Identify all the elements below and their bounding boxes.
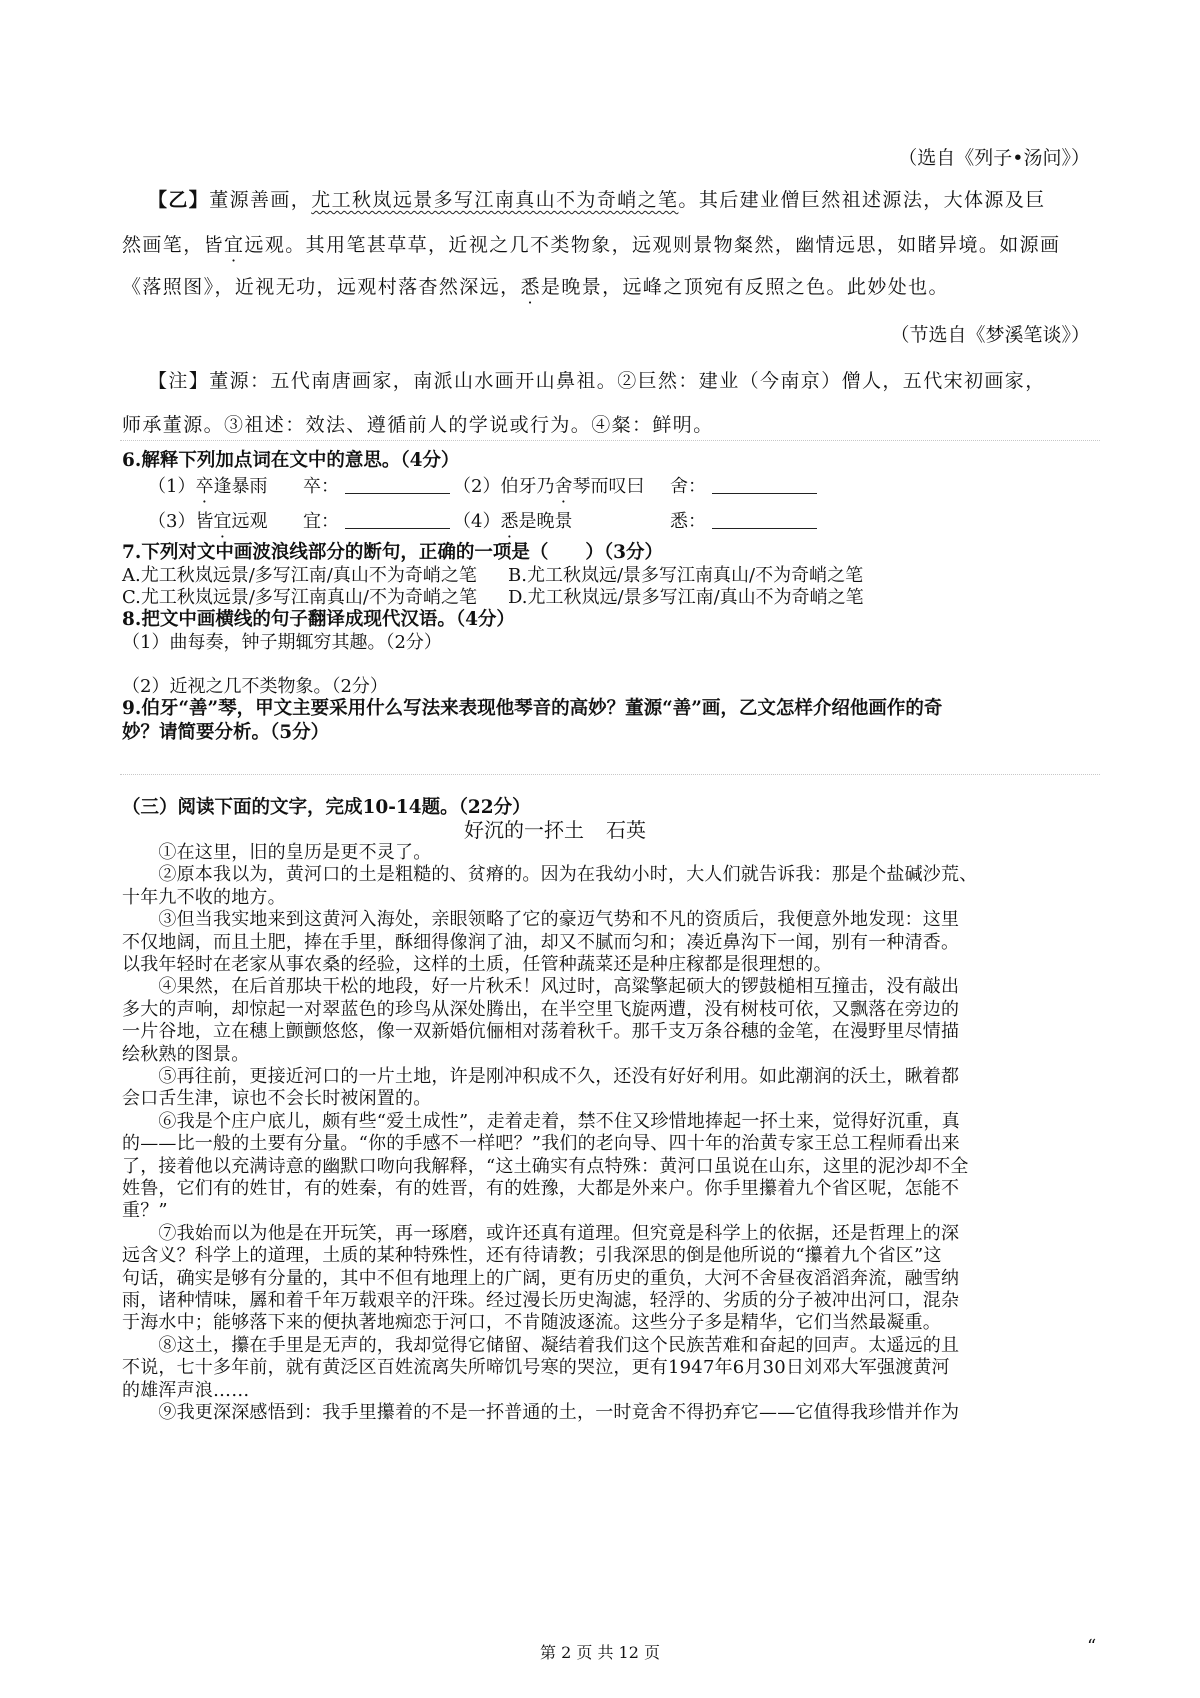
- dotted-separator: [120, 440, 1100, 441]
- yi-l3-b: 是晚景，远峰之顶宛有反照之色。此妙处也。: [540, 276, 949, 298]
- question-7-title: 7.下列对文中画波浪线部分的断句，正确的一项是（ ）（3分）: [122, 542, 663, 563]
- passage-line: 重？”: [122, 1200, 168, 1222]
- q6-i3-num: （3）皆: [148, 511, 214, 532]
- q6-i1-text: 逢暴雨: [213, 476, 268, 497]
- q7-option-a[interactable]: A.尤工秋岚远景/多写江南/真山不为奇峭之笔: [122, 565, 477, 586]
- q6-i3-text: 远观: [231, 511, 268, 532]
- passage-line: 多大的声响，却惊起一对翠蓝色的珍鸟从深处腾出，在半空里飞旋两遭，没有树枝可依，又飘落在旁边的: [122, 998, 960, 1020]
- yi-l2-b: 远观。: [244, 234, 306, 256]
- wavy-underlined-sentence: 尤工秋岚远景多写江南真山不为奇峭之笔: [311, 189, 679, 211]
- passage-line: ⑦我始而以为他是在开玩笑，再一琢磨，或许还真有道理。但究竟是科学上的依据，还是哲理上的深: [122, 1222, 960, 1244]
- corner-quote-mark: “: [1087, 1636, 1097, 1657]
- q6-item-2: [453, 472, 644, 498]
- passage-yi-label: 【乙】: [148, 189, 210, 211]
- q6-i4-text: 是晚景: [518, 511, 573, 532]
- dotted-word-yi: 宜: [213, 511, 232, 532]
- source-liezi: （选自《列子•汤问》）: [898, 147, 1090, 169]
- passage-line: 远含义？科学上的道理，土质的某种特殊性，还有待请教；引我深思的倒是他所说的“攥着九个省区”这: [122, 1245, 942, 1267]
- q8-sentence-1: （1）曲每奏，钟子期辄穷其趣。（2分）: [122, 632, 442, 653]
- yi-l1-a: 董源善画，: [209, 189, 312, 211]
- passage-line: ①在这里，旧的皇历是更不灵了。: [122, 842, 432, 863]
- section-3-heading: （三）阅读下面的文字，完成10-14题。（22分）: [122, 797, 531, 818]
- yi-l1-b: 。其后建业僧巨然祖述源法，大体源及巨: [678, 189, 1046, 211]
- q6-i2-num: （2）伯牙乃: [453, 476, 555, 497]
- q6-i1-num: （1）: [148, 476, 196, 497]
- yi-l2-a: 然画笔，皆: [122, 234, 225, 256]
- source-mengxi: （节选自《梦溪笔谈》）: [890, 324, 1090, 346]
- answer-blank[interactable]: [345, 510, 450, 529]
- q7-option-c[interactable]: C.尤工秋岚远景/多写江南真山/不为奇峭之笔: [122, 587, 477, 608]
- passage-line: 绘秋熟的图景。: [122, 1043, 250, 1065]
- q6-item-3-answer: [303, 507, 450, 533]
- page-footer: 第 2 页 共 12 页: [540, 1643, 660, 1662]
- dotted-word-xi: 悉: [500, 511, 519, 532]
- answer-blank[interactable]: [345, 475, 450, 494]
- answer-blank[interactable]: [712, 475, 817, 494]
- yi-l2-c: ，远观则景物粲然，幽情远思，如睹异境。如源画: [611, 234, 1061, 256]
- dotted-word-xi: 悉: [520, 276, 541, 298]
- passage-line: 了，接着他以充满诗意的幽默口吻向我解释，“这土确实有点特殊：黄河口虽说在山东，这里的泥沙却不全: [122, 1155, 969, 1177]
- q6-i4-key: 悉：: [670, 511, 706, 532]
- q6-item-1-answer: [303, 472, 450, 498]
- q6-item-4-answer: [670, 507, 817, 533]
- question-9-line-2: 妙？请简要分析。（5分）: [122, 722, 330, 743]
- q6-item-3: [148, 507, 267, 533]
- passage-line: 的雄浑声浪……: [122, 1379, 250, 1401]
- passage-line: 不仅地阔，而且土肥，捧在手里，酥细得像润了油，却又不腻而匀和；凑近鼻沟下一闻，别有一种清香。: [122, 931, 960, 953]
- passage-line: 于海水中；能够落下来的便执著地痴恋于河口，不肯随波逐流。这些分子多是精华，它们当然最凝重。: [122, 1312, 941, 1334]
- dotted-word-she: 舍: [554, 476, 573, 497]
- passage-line: 句话，确实是够有分量的，其中不但有地理上的广阔，更有历史的重负，大河不舍昼夜滔滔奔流，融雪纳: [122, 1267, 960, 1289]
- q6-item-2-answer: [670, 472, 817, 498]
- passage-line: ⑥我是个庄户底儿，颇有些“爱土成性”，走着走着，禁不住又珍惜地捧起一抔土来，觉得好沉重，真: [122, 1110, 960, 1132]
- dotted-word-zu: 卒: [195, 476, 214, 497]
- passage-yi-line-1: [148, 185, 1046, 212]
- q6-item-1: [148, 472, 267, 498]
- passage-line: 十年九不收的地方。: [122, 886, 286, 908]
- yi-l3-a: 《落照图》，近视无功，远观村落杳然深远，: [122, 276, 521, 298]
- passage-line: 一片谷地，立在穗上颤颤悠悠，像一双新婚伉俪相对荡着秋千。那千支万条谷穗的金笔，在漫野里尽情描: [122, 1021, 960, 1043]
- q8-sentence-2: （2）近视之几不类物象。（2分）: [122, 676, 388, 697]
- passage-line: ②原本我以为，黄河口的土是粗糙的、贫瘠的。因为在我幼小时，大人们就告诉我：那是个盐碱沙荒、: [122, 864, 978, 886]
- q6-item-4: [453, 507, 572, 533]
- q7-option-d[interactable]: D.尤工秋岚远/景多写江南/真山不为奇峭之笔: [508, 587, 864, 608]
- article-title: 好沉的一抔土: [464, 818, 584, 842]
- passage-yi-line-2: [122, 230, 1060, 257]
- passage-line: 以我年轻时在老家从事农桑的经验，这样的土质，任管种蔬菜还是种庄稼都是很理想的。: [122, 954, 832, 975]
- passage-line: 雨，诸种情味，羼和着千年万载艰辛的汗珠。经过漫长历史淘滤，轻浮的、劣质的分子被冲出河口，混杂: [122, 1290, 960, 1311]
- article-author: 石英: [606, 818, 646, 842]
- passage-line: ④果然，在后首那块干松的地段，好一片秋禾！风过时，高粱擎起硕大的锣鼓槌相互撞击，没有敲出: [122, 976, 960, 998]
- question-9-line-1: 9.伯牙“善”琴，甲文主要采用什么写法来表现他琴音的高妙？董源“善”画，乙文怎样介绍他画作的奇: [122, 698, 943, 719]
- q6-i2-text: 琴而叹曰: [572, 476, 645, 497]
- underlined-sentence: 其用笔甚草草，近视之几不类物象: [305, 234, 612, 256]
- passage-line: 的——比一般的土要有分量。“你的手感不一样吧？”我们的老向导、四十年的治黄专家王总工程师看出来: [122, 1133, 960, 1155]
- passage-line: ③但当我实地来到这黄河入海处，亲眼领略了它的豪迈气势和不凡的资质后，我便意外地发现：这里: [122, 909, 960, 931]
- dotted-word-yi: 宜: [224, 234, 245, 256]
- passage-line: 会口舌生津，谅也不会长时被闲置的。: [122, 1088, 432, 1110]
- answer-blank[interactable]: [712, 510, 817, 529]
- passage-line: 不说，七十多年前，就有黄泛区百姓流离失所啼饥号寒的哭泣，更有1947年6月30日刘邓大军强渡黄河: [122, 1357, 950, 1379]
- article-title-line: [464, 814, 646, 843]
- q6-i1-key: 卒：: [303, 476, 339, 497]
- passage-line: ⑨我更深深感悟到：我手里攥着的不是一抔普通的土，一时竟舍不得扔弃它——它值得我珍惜并作为: [122, 1402, 960, 1423]
- passage-line: 姓鲁，它们有的姓甘，有的姓秦，有的姓晋，有的姓豫，大都是外来户。你手里攥着九个省区呢，怎能不: [122, 1178, 960, 1199]
- q7-option-b[interactable]: B.尤工秋岚远/景多写江南真山/不为奇峭之笔: [508, 565, 864, 586]
- annotation-line-2: 师承董源。③祖述：效法、遵循前人的学说或行为。④粲：鲜明。: [122, 414, 714, 436]
- dotted-separator: [120, 774, 1100, 775]
- question-6-title: 6.解释下列加点词在文中的意思。（4分）: [122, 450, 460, 471]
- passage-line: ⑤再往前，更接近河口的一片土地，许是刚冲积成不久，还没有好好利用。如此潮润的沃土，瞅着都: [122, 1066, 960, 1087]
- q6-i4-num: （4）: [453, 511, 501, 532]
- passage-line: ⑧这土，攥在手里是无声的，我却觉得它储留、凝结着我们这个民族苦难和奋起的回声。太遥远的且: [122, 1334, 960, 1356]
- annotation-line-1: 【注】董源：五代南唐画家，南派山水画开山鼻祖。②巨然：建业（今南京）僧人，五代宋初画家，: [148, 370, 1046, 392]
- q6-i2-key: 舍：: [670, 476, 706, 497]
- question-8-title: 8.把文中画横线的句子翻译成现代汉语。（4分）: [122, 609, 515, 630]
- q6-i3-key: 宜：: [303, 511, 339, 532]
- passage-yi-line-3: [122, 272, 949, 299]
